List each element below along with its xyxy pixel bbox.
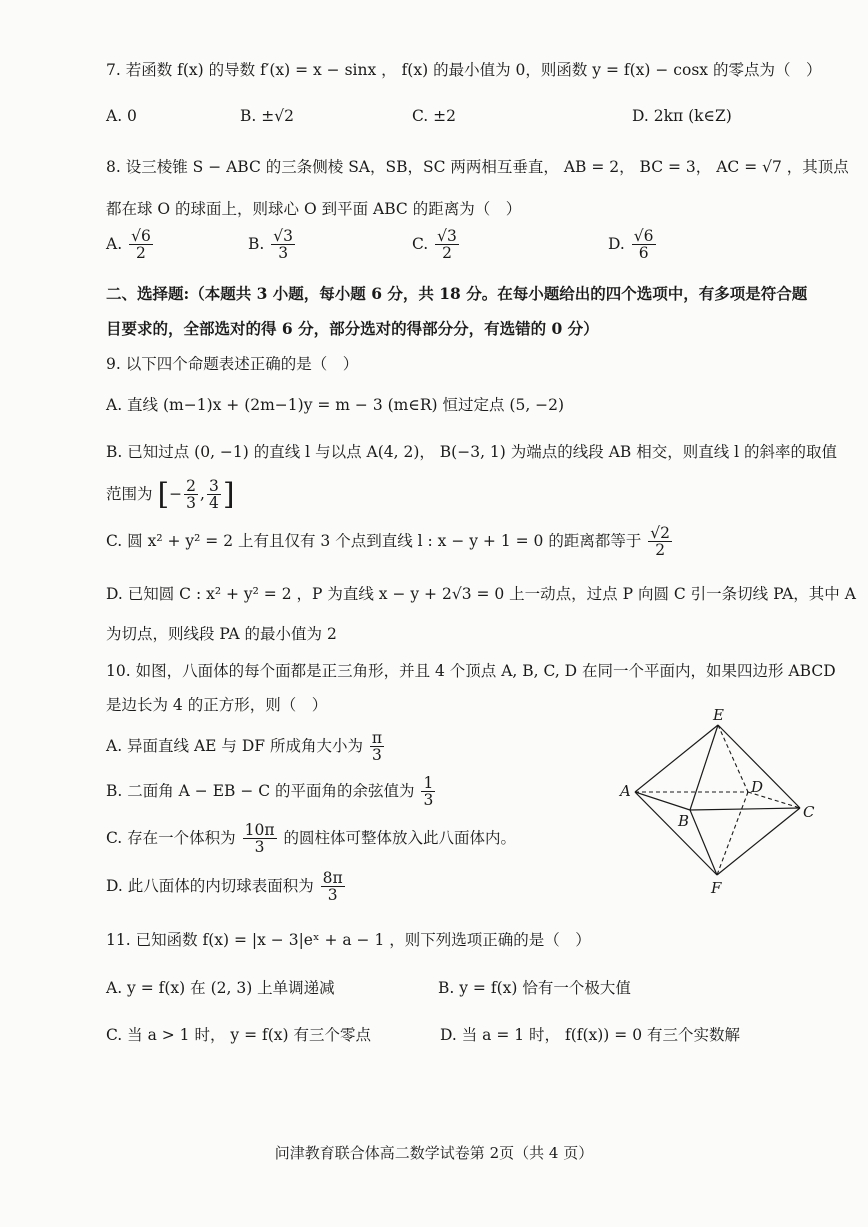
q10-option-d: D. 此八面体的内切球表面积为 $\frac{8\pi}{3}$	[106, 869, 343, 905]
section2-header-line2: 目要求的，全部选对的得 6 分，部分选对的得部分分，有选错的 0 分）	[106, 319, 599, 338]
q9-stem: 9. 以下四个命题表述正确的是（ ）	[106, 355, 359, 373]
edge-ae	[635, 725, 718, 792]
q9-option-d-line1: D. 已知圆 C : x² + y² = 2 ，P 为直线 x − y + 2√3 = 0 上一动点，过点 P 向圆 C 引一条切线 PA，其中 A	[106, 585, 856, 603]
octahedron-figure	[615, 705, 825, 895]
q8-option-a: A. $\frac{√6}{2}$	[106, 227, 151, 263]
label-d: D	[751, 778, 764, 796]
q10-option-c: C. 存在一个体积为 $\frac{10\pi}{3}$ 的圆柱体可整体放入此八面体内。	[106, 821, 516, 857]
q7-option-c: C. ±2	[412, 107, 457, 125]
q10-stem-line1: 10. 如图，八面体的每个面都是正三角形，并且 4 个顶点 A, B, C, D 在同一个平面内，如果四边形 ABCD	[106, 662, 836, 680]
q8-option-b: B. $\frac{√3}{3}$	[248, 227, 294, 263]
edge-de	[718, 725, 748, 792]
q7-stem: 7. 若函数 f(x) 的导数 f′(x) = x − sinx ， f(x) 的最小值为 0，则函数 y = f(x) − cosx 的零点为（ ）	[106, 61, 822, 79]
edge-be	[690, 725, 718, 810]
edge-af	[635, 792, 717, 875]
edge-bf	[690, 810, 717, 875]
q7-option-b: B. ±√2	[240, 107, 294, 125]
q9-option-a: A. 直线 (m−1)x + (2m−1)y = m − 3 (m∈R) 恒过定点 (5, −2)	[106, 396, 565, 414]
q9-option-d-line2: 为切点，则线段 PA 的最小值为 2	[106, 625, 337, 643]
q10-stem-line2: 是边长为 4 的正方形，则（ ）	[106, 696, 328, 714]
page-footer: 问津教育联合体高二数学试卷第 2页（共 4 页）	[274, 1144, 594, 1162]
edge-bc	[690, 808, 800, 810]
q11-option-d: D. 当 a = 1 时， f(f(x)) = 0 有三个实数解	[440, 1026, 740, 1044]
label-c: C	[803, 803, 815, 821]
q11-option-a: A. y = f(x) 在 (2, 3) 上单调递减	[106, 979, 335, 997]
label-e: E	[713, 706, 724, 724]
q9-option-b-line1: B. 已知过点 (0, −1) 的直线 l 与以点 A(4, 2)， B(−3, 1) 为端点的线段 AB 相交，则直线 l 的斜率的取值	[106, 443, 838, 461]
label-f: F	[711, 879, 722, 895]
q9-option-b-line2: 范围为 [− $\frac{2}{3}$ , $\frac{3}{4}$ ]	[106, 476, 235, 513]
label-a: A	[620, 782, 631, 800]
q7-option-d: D. 2kπ (k∈Z)	[632, 107, 732, 125]
q11-option-b: B. y = f(x) 恰有一个极大值	[438, 979, 631, 997]
q8-stem-line2: 都在球 O 的球面上，则球心 O 到平面 ABC 的距离为（ ）	[106, 200, 522, 218]
q8-stem-line1: 8. 设三棱锥 S − ABC 的三条侧棱 SA，SB，SC 两两相互垂直， AB = 2， BC = 3， AC = √7 ，其顶点	[106, 158, 849, 176]
q8-option-d: D. $\frac{√6}{6}$	[608, 227, 654, 263]
q9-option-c: C. 圆 x² + y² = 2 上有且仅有 3 个点到直线 l : x − y + 1 = 0 的距离都等于 $\frac{√2}{2}$	[106, 524, 671, 560]
q10-option-a: A. 异面直线 AE 与 DF 所成角大小为 $\frac{\pi}{3}$	[106, 729, 383, 765]
q7-option-a: A. 0	[106, 107, 137, 125]
q11-option-c: C. 当 a > 1 时， y = f(x) 有三个零点	[106, 1026, 371, 1044]
section2-header-line1: 二、选择题:（本题共 3 小题，每小题 6 分，共 18 分。在每小题给出的四个选项中，有多项是符合题	[106, 284, 808, 303]
label-b: B	[678, 812, 690, 830]
q10-option-b: B. 二面角 A − EB − C 的平面角的余弦值为 $\frac{1}{3}$	[106, 774, 434, 810]
q8-option-c: C. $\frac{√3}{2}$	[412, 227, 457, 263]
q11-stem: 11. 已知函数 f(x) = |x − 3|eˣ + a − 1 ，则下列选项正确的是（ ）	[106, 931, 591, 949]
